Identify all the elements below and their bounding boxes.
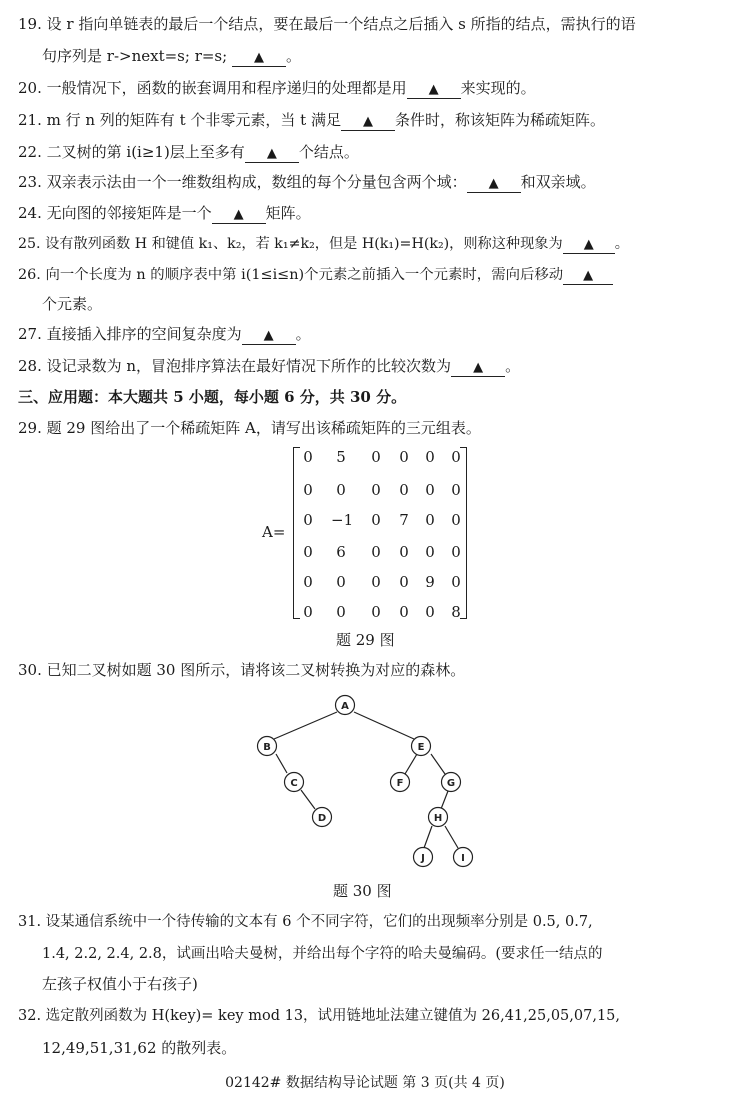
q32-line1: 32. 选定散列函数为 H(key)= key mod 13，试用链地址法建立键值为 26,41,25,05,07,15, <box>18 1008 621 1024</box>
matrix-cell: 0 <box>371 543 381 561</box>
matrix-cell: 0 <box>336 573 346 591</box>
matrix-cell: 5 <box>336 448 346 466</box>
matrix-cell: 0 <box>399 543 409 561</box>
q20-text-end: 来实现的。 <box>460 79 536 97</box>
matrix-cell: 0 <box>303 448 313 466</box>
q20-text: 20. 一般情况下，函数的嵌套调用和程序递归的处理都是用 <box>18 79 407 97</box>
figure-30-caption: 题 30 图 <box>333 882 392 900</box>
q23-text: 23. 双亲表示法由一个一维数组构成，数组的每个分量包含两个域： <box>18 173 467 191</box>
q26-text: 26. 向一个长度为 n 的顺序表中第 i(1≤i≤n)个元素之前插入一个元素时，需向后移动 <box>18 267 564 283</box>
matrix-cell: 0 <box>371 511 381 529</box>
matrix-cell: 0 <box>425 603 435 621</box>
matrix-cell: 6 <box>336 543 346 561</box>
q24-text-end: 矩阵。 <box>265 204 311 222</box>
q22-text-end: 个结点。 <box>298 143 359 161</box>
matrix-cell: 0 <box>451 511 461 529</box>
q29-text: 29. 题 29 图给出了一个稀疏矩阵 A，请写出该稀疏矩阵的三元组表。 <box>18 419 481 437</box>
figure-29-caption: 题 29 图 <box>336 631 395 649</box>
matrix-cell: 0 <box>451 543 461 561</box>
page-footer: 02142# 数据结构导论试题 第 3 页(共 4 页) <box>225 1075 505 1091</box>
matrix-cell: 0 <box>399 573 409 591</box>
matrix-cell: 0 <box>451 481 461 499</box>
matrix-cell: 7 <box>399 511 409 529</box>
q26-line2: 个元素。 <box>42 295 103 313</box>
matrix-cell: 0 <box>371 481 381 499</box>
edge-c-d <box>301 790 315 809</box>
triangle-icon: ▲ <box>266 146 277 161</box>
edge-e-f <box>405 754 417 774</box>
matrix-cell: 0 <box>451 448 461 466</box>
triangle-icon: ▲ <box>263 328 274 343</box>
q22-text: 22. 二叉树的第 i(i≥1)层上至多有 <box>18 143 245 161</box>
matrix-cell: 0 <box>336 603 346 621</box>
q21-text: 21. m 行 n 列的矩阵有 t 个非零元素，当 t 满足 <box>18 111 341 129</box>
node-b-label: B <box>263 742 271 753</box>
triangle-icon: ▲ <box>233 207 244 222</box>
matrix-cell: 0 <box>371 448 381 466</box>
q32-line2: 12,49,51,31,62 的散列表。 <box>42 1039 237 1057</box>
edge-g-h <box>441 791 448 809</box>
node-a-label: A <box>341 701 349 712</box>
matrix-cell: 9 <box>425 573 435 591</box>
matrix-cell: 8 <box>451 603 461 621</box>
q25-text-end: 。 <box>614 236 629 252</box>
matrix-cell: 0 <box>425 511 435 529</box>
matrix-cell: 0 <box>399 448 409 466</box>
q28-text-end: 。 <box>505 357 521 375</box>
matrix-cell: −1 <box>331 511 354 529</box>
node-i-label: I <box>461 853 465 864</box>
q27-text: 27. 直接插入排序的空间复杂度为 <box>18 325 242 343</box>
matrix-cell: 0 <box>451 573 461 591</box>
section-heading: 三、应用题：本大题共 5 小题，每小题 6 分，共 30 分。 <box>18 388 407 406</box>
node-d-label: D <box>317 813 327 824</box>
node-g-label: G <box>446 778 456 789</box>
matrix-cell: 0 <box>425 543 435 561</box>
matrix-cell: 0 <box>425 448 435 466</box>
triangle-icon: ▲ <box>428 82 439 97</box>
triangle-icon: ▲ <box>362 114 373 129</box>
q23-text-end: 和双亲域。 <box>520 173 596 191</box>
matrix-cell: 0 <box>425 481 435 499</box>
matrix-cell: 0 <box>371 573 381 591</box>
q24-text: 24. 无向图的邻接矩阵是一个 <box>18 204 212 222</box>
matrix-label: A= <box>262 523 286 541</box>
node-j-label: J <box>421 853 425 864</box>
triangle-icon: ▲ <box>583 268 594 283</box>
q19-line1: 19. 设 r 指向单链表的最后一个结点，要在最后一个结点之后插入 s 所指的结点，需执行的语 <box>18 15 636 33</box>
triangle-icon: ▲ <box>583 237 594 252</box>
edge-a-b <box>274 712 337 739</box>
matrix-cell: 0 <box>303 511 313 529</box>
q31-line2: 1.4, 2.2, 2.4, 2.8，试画出哈夫曼树，并给出每个字符的哈夫曼编码。(要求任一结点的 <box>42 946 603 962</box>
node-e-label: E <box>417 742 425 753</box>
q21-text-end: 条件时，称该矩阵为稀疏矩阵。 <box>394 111 605 129</box>
q25-text: 25. 设有散列函数 H 和键值 k₁、k₂，若 k₁≠k₂，但是 H(k₁)=H(k₂)，则称这种现象为 <box>18 236 563 252</box>
q30-text: 30. 已知二叉树如题 30 图所示，请将该二叉树转换为对应的森林。 <box>18 661 466 679</box>
triangle-icon: ▲ <box>473 360 484 375</box>
edge-e-g <box>431 754 445 774</box>
q27-text-end: 。 <box>295 325 311 343</box>
edge-b-c <box>276 754 287 773</box>
node-f-label: F <box>396 778 404 789</box>
matrix-cell: 0 <box>336 481 346 499</box>
matrix-cell: 0 <box>303 573 313 591</box>
matrix-cell: 0 <box>371 603 381 621</box>
triangle-icon: ▲ <box>488 176 499 191</box>
matrix-cell: 0 <box>399 603 409 621</box>
q31-line3: 左孩子权值小于右孩子) <box>42 975 198 993</box>
matrix-cell: 0 <box>303 481 313 499</box>
matrix-cell: 0 <box>303 543 313 561</box>
triangle-icon: ▲ <box>253 50 264 65</box>
edge-h-i <box>445 826 458 848</box>
q19-text: 句序列是 r->next=s; r=s; <box>42 47 228 65</box>
matrix-cell: 0 <box>399 481 409 499</box>
q31-line1: 31. 设某通信系统中一个待传输的文本有 6 个不同字符，它们的出现频率分别是 0.5, 0.7, <box>18 914 593 930</box>
q28-text: 28. 设记录数为 n，冒泡排序算法在最好情况下所作的比较次数为 <box>18 357 452 375</box>
node-c-label: C <box>290 778 298 789</box>
q19-end: 。 <box>285 47 301 65</box>
edge-h-j <box>424 826 432 848</box>
edge-a-e <box>354 712 414 739</box>
matrix-cell: 0 <box>303 603 313 621</box>
node-h-label: H <box>433 813 443 824</box>
